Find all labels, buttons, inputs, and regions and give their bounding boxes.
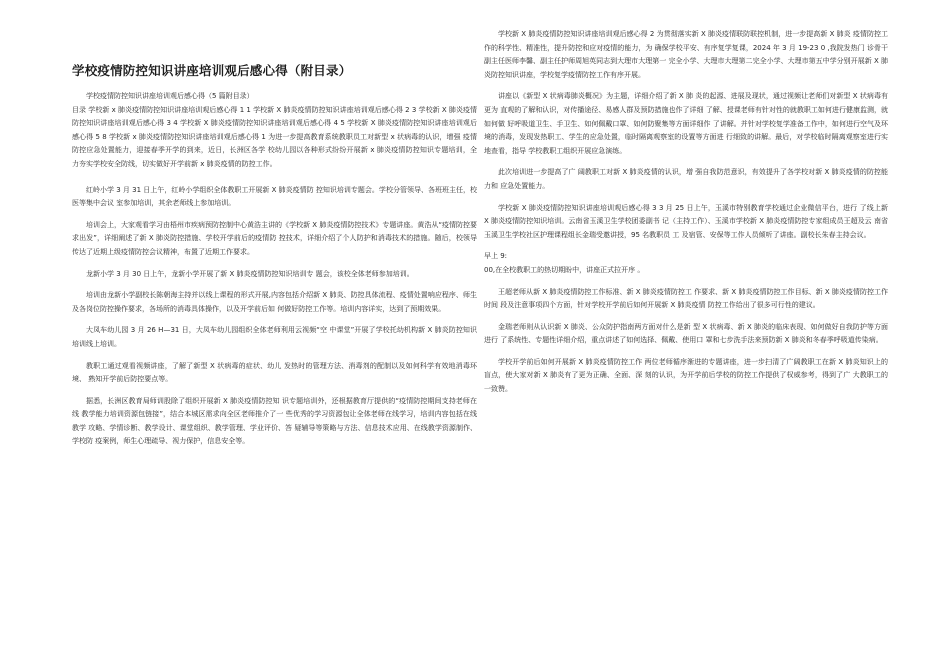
right-column xyxy=(484,28,888,405)
left-paragraph: 培训由龙新小学副校长陈朝海主持并以线上课程的形式开展,内容包括介绍新 X 肺炎、防控具体流程、疫情处置响应程序、师生 及各岗位防控操作要求，各场所的消毒具体操作，以及开学前后如 何做好防控工作等。培训内容详实，达到了预期效果。 xyxy=(72,291,477,313)
right-paragraph: 此次培训进一步提高了广 阔教职工对新 X 肺炎疫情的认识，增 强自我防范意识，有效提升了各学校对新 X 肺炎疫情的防控能力和 应急处置能力。 xyxy=(484,168,888,190)
right-paragraph: 学校新 X 肺炎疫情防控知识讲座培训观后感心得 3 3 月 25 日上午，玉溪市特别教育学校通过企业微信平台，进行 了线上新 X 肺炎疫情防控知识培训。云南省玉溪卫生学校团委副书 记（主持工作）、玉溪市学校新 X 肺炎疫情防控专家组成员王超及云 南省玉溪卫生学校社区护理课程组长金瑞受邀讲授，95 名教职员 工 及宿管、安保等工作人员倾听了讲座。副校长朱春主持会议。 xyxy=(484,203,888,239)
right-paragraph: 早上 9: xyxy=(484,252,508,261)
table-of-contents: 目录 学校新 x 肺炎疫情防控知识讲座培训观后感心得 1 1 学校新 X 肺炎疫情防控知识讲座培训观后感心得 2 3 学校新 X 肺炎疫情防控知识讲座培训观后感心得 3 4 学校新 X 肺炎疫情防控知识讲座培训观后感心得 4 5 学校新 X 肺炎疫情防控知识讲座培训观后感心得 5 8 学校新 x 肺炎疫情防控知识讲座培训观后感心得 1 为进一步提高教育系统教职员工对新型 x 状病毒的认识，增强 疫情防控应急处置能力，迎接春季开学的到来，近日，长洲区各学 校幼儿园以各种形式纷纷开展新 x 肺炎疫情防控知识专题培训，全 力夯实学校安全防线，切实做好开学前新 x 肺炎疫情的防控工作。 xyxy=(72,105,477,168)
right-paragraph: 学校新 X 肺炎疫情防控知识讲座培训观后感心得 2 为贯彻落实新 X 肺炎疫情联防联控机制，进一步提高新 X 肺炎 疫情防控工作的科学性、精准性，提升防控和应对疫情的能力，为 确保学校平安、有序复学复课，2024 年 3 月 19-23 0 ,我院发热门 诊骨干副主任医师李馨、副主任护师周旭英同志到大理市大理第一 完全小学、大理市大理第二完全小学、大理市第五中学分别开展新 X 肺炎防控知识讲座，学校复学疫情防控工作有序开展。 xyxy=(484,30,888,79)
document-subtitle: 学校疫情防控知识讲座培训观后感心得（5 篇附目录） xyxy=(86,92,254,100)
right-paragraph: 学校开学前后如何开展新 X 肺炎疫情防控工作 两位老师循序渐进的专题讲座，进一步扫清了广阔教职工在新 X 肺炎知识上的盲点，使大家对新 X 肺炎有了更为正确、全面、深 刻的认识，为开学前后学校的防控工作提供了权威参考，得到了广 大教职工的一致赞。 xyxy=(484,357,888,394)
left-paragraph: 红岭小学 3 月 31 日上午，红岭小学组织全体教职工开展新 X 肺炎疫情防 控知识培训专题会。学校分管领导、各班班主任，校医等集中会议 室参加培训，其余老师线上参加培训。 xyxy=(72,185,477,208)
document-title: 学校疫情防控知识讲座培训观后感心得（附目录） xyxy=(72,63,352,78)
right-paragraph: 讲座以《新型 X 状病毒肺炎概况》为主题，详细介绍了新 X 肺 炎的起源、进展及现状，通过视频让老师们对新型 X 状病毒有更为 直观的了解和认识，对传播途径、易感人群及预防措施也作了详细 了解、授课老师有针对性的就教职工如何进行健康监测，就如何做 好呼吸道卫生、手卫生、如何佩戴口罩、如何防聚集等方面详细作 了讲解。并针对学校复学准备工作中，如何进行空气及环境的消毒，发现发热职工、学生的应急处置，临时隔离观察室的设置等方面进 行细致的讲解。最后，对学校临时隔离观察室进行实地查看，指导 学校教职工组织开展应急演练。 xyxy=(484,92,888,155)
right-paragraph: 金瑞老师则从认识新 X 肺炎、公众防护指南两方面对什么是新 型 X 状病毒、新 X 肺炎的临床表现、如何做好自我防护等方面进行 了系统性、专题性详细介绍，重点讲述了如何选择、佩戴、使用口 罩和七步洗手法来预防新 X 肺炎和冬春季呼吸道传染病。 xyxy=(484,322,888,345)
left-paragraph: 龙新小学 3 月 30 日上午，龙新小学开展了新 X 肺炎疫情防控知识培训专 题会，该校全体老师参加培训。 xyxy=(86,269,414,278)
right-paragraph: 王超老师从新 X 肺炎疫情防控工作标准、新 X 肺炎疫情防控工 作要求、新 X 肺炎疫情防控工作目标、新 X 肺炎疫情防控工作时间 段及注意事项四个方面，针对学校开学前后如何开展新 X 肺炎疫情 防控工作给出了很多可行性的建议。 xyxy=(484,287,888,310)
right-paragraph: 00,在全校教职工的热切期盼中，讲座正式拉开序 。 xyxy=(484,265,645,274)
left-paragraph: 据悉，长洲区教育局师训股除了组织开展新 X 肺炎疫情防控知 识专题培训外，还根据教育厅提供的“疫情防控期间支持老师在线 教学能力培训资源包链接”，结合本城区需求向全区老师推介了一 些优秀的学习资源包让全体老师在线学习，培训内容包括在线教学 攻略、学情诊断、教学设计、课堂组织、教学管理、学业评价、答 疑辅导等策略与方法、信息技术应用、在线教学资源制作、学校防 疫案例，师生心理疏导、视力保护，信息安全等。 xyxy=(72,396,477,446)
left-column xyxy=(72,62,477,457)
left-paragraph: 培训会上，大家观看学习由梧州市疾病预防控制中心黄浩主讲的《学校新 X 肺炎疫情防控技术》专题讲座。黄浩从“疫情防控要 求出发”，详细阐述了新 X 肺炎防控措施、学校开学前后的疫情防 控技术，详细介绍了个人防护和消毒技术的措施。随后，校领导传达了近期上级疫情防控会议精神，布置了近期工作要求。 xyxy=(72,220,477,256)
left-paragraph: 教职工通过观看视频讲座，了解了新型 X 状病毒的症状、幼儿 发热时的管理方法、消毒剂的配制以及如何科学有效地消毒环境、 熟知开学前后防控要点等。 xyxy=(72,361,477,384)
left-paragraph: 大凤车幼儿园 3 月 26 H—31 日，大凤车幼儿园组织全体老师利用云视频“空 中课堂”开展了学校托幼机构新 X 肺炎防控知识培训线上培训。 xyxy=(72,326,477,348)
